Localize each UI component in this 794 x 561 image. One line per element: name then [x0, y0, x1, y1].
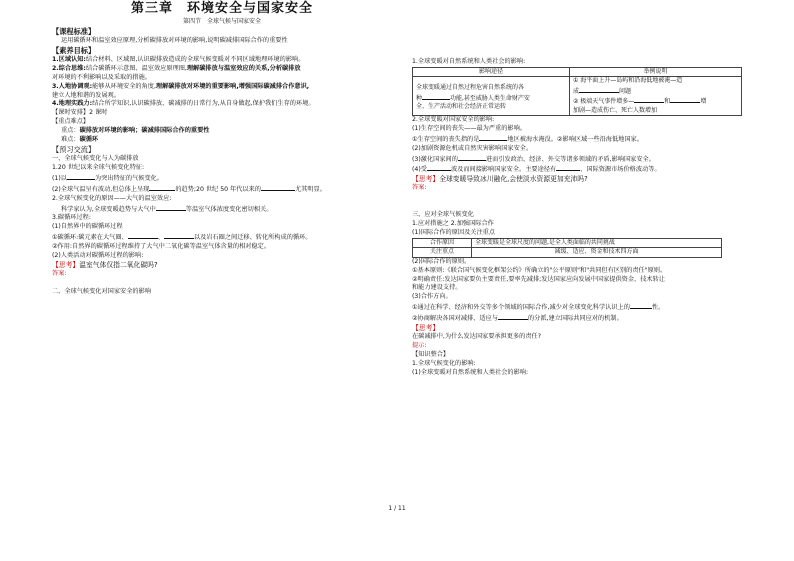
hint: 提示:: [412, 341, 427, 349]
line-3: (2)全球气温呈有波动,但总体上呈现 的趋势;20 世纪 50 年代以来的 尤其明显。: [52, 185, 326, 193]
section-1-title: 一、全球气候变化与人为碳排放: [52, 154, 139, 162]
difficult-point: 难点：碳循环: [61, 136, 99, 144]
r-line-6: (3)激化国家间的 进而引发政治、经济、外交等诸多领域的矛盾,影响国家安全。: [412, 155, 655, 163]
literacy-item-4: 4.地理实践力:结合所学知识,认识碳排放、碳减排的日常行为,从自身做起,保护我们生存的环境。: [52, 100, 315, 108]
r-line-7: (4)受 波及而间接影响国家安全。主要途径有 、国际资源市场价格波动等。: [412, 166, 661, 174]
line-2: (1)以 为突出特征的气候变化。: [52, 174, 164, 182]
literacy-item-1: 1.区域认知:结合材料、区域图,认识碳排放造成的全球气候变暖对不同区域地理环境的影响。: [52, 55, 305, 63]
line-6: 3.碳循环过程:: [52, 214, 91, 222]
table-cell: 关注重点: [413, 248, 472, 257]
fill-blank: [579, 86, 619, 93]
r-line-14: (3)合作方向。: [412, 293, 452, 301]
knowledge-heading: 【知识整合】: [412, 350, 450, 358]
fill-blank: [128, 232, 158, 239]
fill-blank: [149, 184, 175, 191]
key-point: 重点：碳排放对环境的影响；碳减排国际合作的重要性: [61, 127, 210, 135]
fill-blank: [630, 302, 652, 309]
think-3-text: 在碳减排中,为什么发达国家要承担更多的责任?: [412, 332, 541, 340]
literacy-item-2-cont: 对环境的不利影响以及采取的措施。: [52, 73, 151, 81]
r-line-18: (1)全球变暖对自然系统和人类社会的影响:: [412, 368, 529, 376]
fill-blank: [634, 96, 664, 103]
class-hours: 【课时安排】2 课时: [52, 109, 108, 117]
preview-heading: 【预习交流】: [52, 144, 96, 154]
literacy-item-3-cont: 建立人地和谐的发展观。: [52, 91, 121, 99]
think-3: 【思考】: [412, 324, 440, 333]
impact-table: [412, 67, 742, 116]
fill-blank: [458, 154, 486, 161]
line-8: ①碳循环:碳元素在大气圈、 、 以及岩石圈之间迁移、转化所构成的循环。: [52, 234, 312, 242]
table-header: 举例说明: [570, 67, 742, 76]
cooperation-table: [412, 238, 722, 258]
section-3-title: 三、应对全球气候变化: [412, 211, 474, 219]
table-header: 影响途径: [413, 67, 570, 76]
fill-blank: [498, 313, 528, 320]
fill-blank: [556, 164, 580, 171]
page-number: 1 / 11: [388, 505, 406, 512]
answer-1: 答案:: [52, 269, 67, 277]
fill-blank: [479, 134, 507, 141]
r-line-12: ②明确责任:发达国家要负主要责任,要率先减排;发达国家应向发展中国家提供资金、技术转让: [412, 275, 665, 283]
r-line-13: 和能力建设支持。: [412, 284, 462, 292]
fill-blank: [422, 93, 450, 100]
r-line-8: 1.应对措施之 2.加强国际合作: [412, 220, 494, 228]
line-5: 科学家认为,全球变暖趋势与大气中 等温室气体浓度变化密切相关。: [61, 205, 273, 213]
think-1: 【思考】温室气体仅指二氧化碳吗?: [52, 260, 158, 269]
r-line-1: 1.全球变暖对自然系统和人类社会的影响:: [412, 58, 526, 65]
fill-blank: [67, 173, 95, 180]
r-line-4: ①生存空间的丧失指的是 地区被海水淹没。②影响区域一些沿海低地国家。: [412, 135, 643, 143]
r-line-17: 1.全球气候变化的影响:: [412, 359, 476, 367]
line-4: 2.全球气候变化的原因——大气的温室效应:: [52, 194, 172, 202]
course-standard-heading: 【课程标准】: [52, 27, 96, 36]
r-line-10: (2)国际合作的原则。: [412, 257, 471, 265]
fill-blank: [164, 232, 194, 239]
table-cell: 全球变暖是全球尺度的问题,是全人类面临的共同挑战: [472, 238, 722, 247]
table-cell: 全球变暖通过自然过程危害自然系统的各 种 功能,甚至威胁人类生命财产安 全、生产活动和社会经济正常运转: [413, 77, 570, 116]
chapter-title: 第三章 环境安全与国家安全: [130, 1, 313, 16]
r-line-15: ①通过在科学、经济和外交等多个领域的国际合作,减少对全球变化科学认识上的 性。: [412, 304, 665, 312]
right-column: [412, 0, 752, 378]
literacy-item-3: 3.人地协调观:能够从环境安全的角度,理解碳排放对环境的重要影响,增强国际碳减排合作意识,: [52, 82, 310, 90]
fill-blank: [670, 96, 700, 103]
fill-blank: [261, 184, 295, 191]
r-line-9: (1)国际合作的原因及关注重点: [412, 229, 496, 236]
think-2: 【思考】全球变暖导致冰川融化,会使淡水资源更加充沛吗?: [412, 175, 588, 184]
line-7: (1)自然界中的碳循环过程: [52, 223, 123, 231]
fill-blank: [156, 204, 186, 211]
line-9: ②作用:自然界的碳循环过程维持了大气中二氧化碳等温室气体含量的相对稳定。: [52, 243, 271, 251]
r-line-16: ②协商解决各国对减排、适应与 的分派,建立国际共同应对的机制。: [412, 315, 623, 323]
r-line-3: (1)生存空间的丧失——最为严重的影响。: [412, 124, 526, 132]
r-line-11: ①基本原则:《联合国气候变化框架公约》所确立的"公平原则"和"共同但有区别的责任"原则。: [412, 266, 667, 274]
table-cell: 减缓、适应、资金和技术四方面: [472, 248, 722, 257]
key-points-heading: 【重点难点】: [52, 118, 90, 126]
table-cell: ① 海平面上升—岛屿和沿海低地被淹—造 成 问题 ② 极端天气事件增多— 和 增 加剧—造成伤亡、死亡人数增加: [570, 77, 742, 116]
table-cell: 合作原因: [413, 238, 472, 247]
course-standard-text: 运用碳循环和温室效应原理,分析碳排放对环境的影响,说明碳减排国际合作的重要性: [61, 37, 288, 44]
fill-blank: [427, 164, 451, 171]
line-10: (2)人类活动对碳循环过程的影响:: [52, 252, 144, 260]
r-line-5: (2)加剧资源危机或自然灾害影响国家安全。: [412, 144, 533, 152]
section-2-title: 二、全球气候变化对国家安全的影响: [52, 287, 151, 295]
r-line-2: 2.全球变暖对国家安全的影响:: [412, 115, 495, 123]
section-subtitle: 第四节 全球气候与国家安全: [182, 18, 261, 25]
answer-2: 答案:: [412, 184, 427, 192]
literacy-heading: 【素养目标】: [52, 45, 96, 55]
line-1: 1.20 世纪以来全球气候变化特征:: [52, 163, 145, 171]
literacy-item-2: 2.综合思维:结合碳循环示意图、温室效应原理图,理解碳排放与温室效应的关系,分析碳排放: [52, 64, 301, 72]
left-column: [52, 0, 392, 297]
